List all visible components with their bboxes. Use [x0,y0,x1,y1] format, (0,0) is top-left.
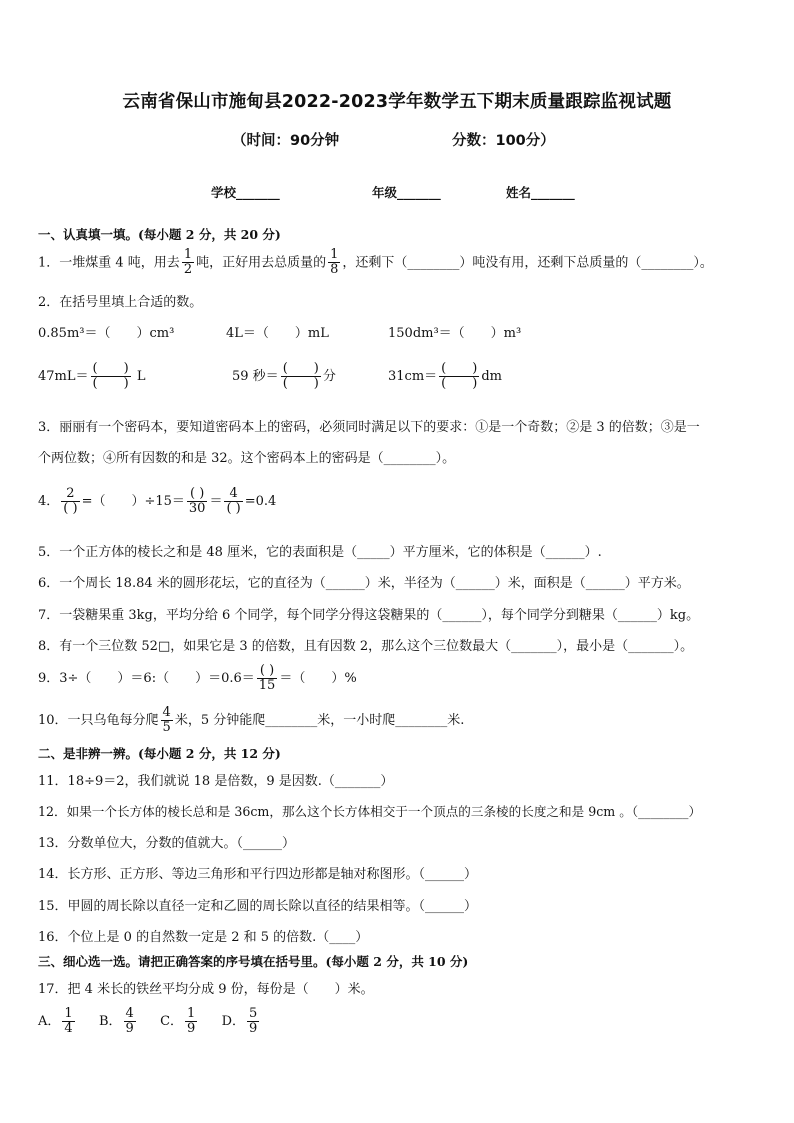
question-14: 14．长方形、正方形、等边三角形和平行四边形都是轴对称图形。（______） [38,867,478,882]
question-17: 17．把 4 米长的铁丝平均分成 9 份，每份是（ ）米。 [38,982,374,997]
q2-item: 47mL＝ $\frac{( )}{( )}$ L [38,360,146,391]
section-heading-3: 三、细心选一选。请把正确答案的序号填在括号里。(每小题 2 分，共 10 分) [38,954,469,969]
question-7: 7．一袋糖果重 3kg，平均分给 6 个同学，每个同学分得这袋糖果的（______），每个同学分到糖果（______）kg。 [38,608,700,623]
q2-item: 59 秒＝ $\frac{( )}{( )}$ 分 [232,360,336,391]
question-5: 5．一个正方体的棱长之和是 48 厘米，它的表面积是（_____）平方厘米，它的体积是（______）. [38,545,602,560]
page-title: 云南省保山市施甸县2022-2023学年数学五下期末质量跟踪监视试题 [122,92,672,112]
q2-item: 0.85m³＝（ ）cm³ [38,326,175,341]
fraction: $\frac{1}{2}$ [183,247,193,278]
section-heading-1: 一、认真填一填。(每小题 2 分，共 20 分) [38,227,281,242]
school-field: 学校_______ [211,185,280,200]
section-heading-2: 二、是非辨一辨。(每小题 2 分，共 12 分) [38,746,281,761]
exam-time: （时间：90分钟 [232,133,340,149]
question-10: 10．一只乌龟每分爬 $\frac{4}{5}$ 米，5 分钟能爬________米，一小时爬________米. [38,704,465,735]
exam-score: 分数：100分） [452,133,555,149]
question-8: 8．有一个三位数 52□，如果它是 3 的倍数，且有因数 2，那么这个三位数最大（_______），最小是（_______）。 [38,639,694,654]
question-3-line-1: 3．丽丽有一个密码本，要知道密码本上的密码，必须同时满足以下的要求：①是一个奇数；②是 3 的倍数；③是一 [38,420,700,435]
question-6: 6．一个周长 18.84 米的圆形花坛，它的直径为（______）米，半径为（______）米，面积是（______）平方米。 [38,576,690,591]
fraction: $\frac{1}{8}$ [330,247,339,278]
question-1: 1．一堆煤重 4 吨，用去 $\frac{1}{2}$ 吨，正好用去总质量的 $\frac{1}{8}$ ，还剩下（________）吨没有用，还剩下总质量的（________）。 [38,247,713,278]
question-3-line-2: 个两位数；④所有因数的和是 32。这个密码本上的密码是（________）。 [38,451,456,466]
question-12: 12．如果一个长方体的棱长总和是 36cm，那么这个长方体相交于一个顶点的三条棱的长度之和是 9cm 。（________） [38,804,702,819]
option-b: B． $\frac{4}{9}$ [98,1005,134,1036]
option-a: A． $\frac{1}{4}$ [38,1005,73,1036]
question-9: 9．3÷（ ）＝6:（ ）＝0.6＝ $\frac{( )}{15}$ ＝（ ）% [38,662,357,693]
question-4: 4． $\frac{2}{( )}$ =（ ）÷15＝ $\frac{( )}{30}$ ＝ $\frac{4}{( )}$ =0.4 [38,485,277,516]
question-15: 15．甲圆的周长除以直径一定和乙圆的周长除以直径的结果相等。（______） [38,899,478,914]
question-13: 13．分数单位大，分数的值就大。（______） [38,836,296,851]
q2-item: 150dm³＝（ ）m³ [388,326,522,341]
grade-field: 年级_______ [372,185,441,200]
q2-item: 4L＝（ ）mL [226,326,329,341]
name-field: 姓名_______ [506,185,575,200]
option-d: D． $\frac{5}{9}$ [221,1005,258,1036]
option-c: C． $\frac{1}{9}$ [160,1005,196,1036]
question-16: 16．个位上是 0 的自然数一定是 2 和 5 的倍数.（____） [38,930,369,945]
question-2: 2．在括号里填上合适的数。 [38,295,203,310]
question-11: 11．18÷9＝2，我们就说 18 是倍数，9 是因数.（_______） [38,774,394,789]
q2-item: 31cm＝ $\frac{( )}{( )}$ dm [388,360,502,391]
answer-options [38,1000,261,1044]
